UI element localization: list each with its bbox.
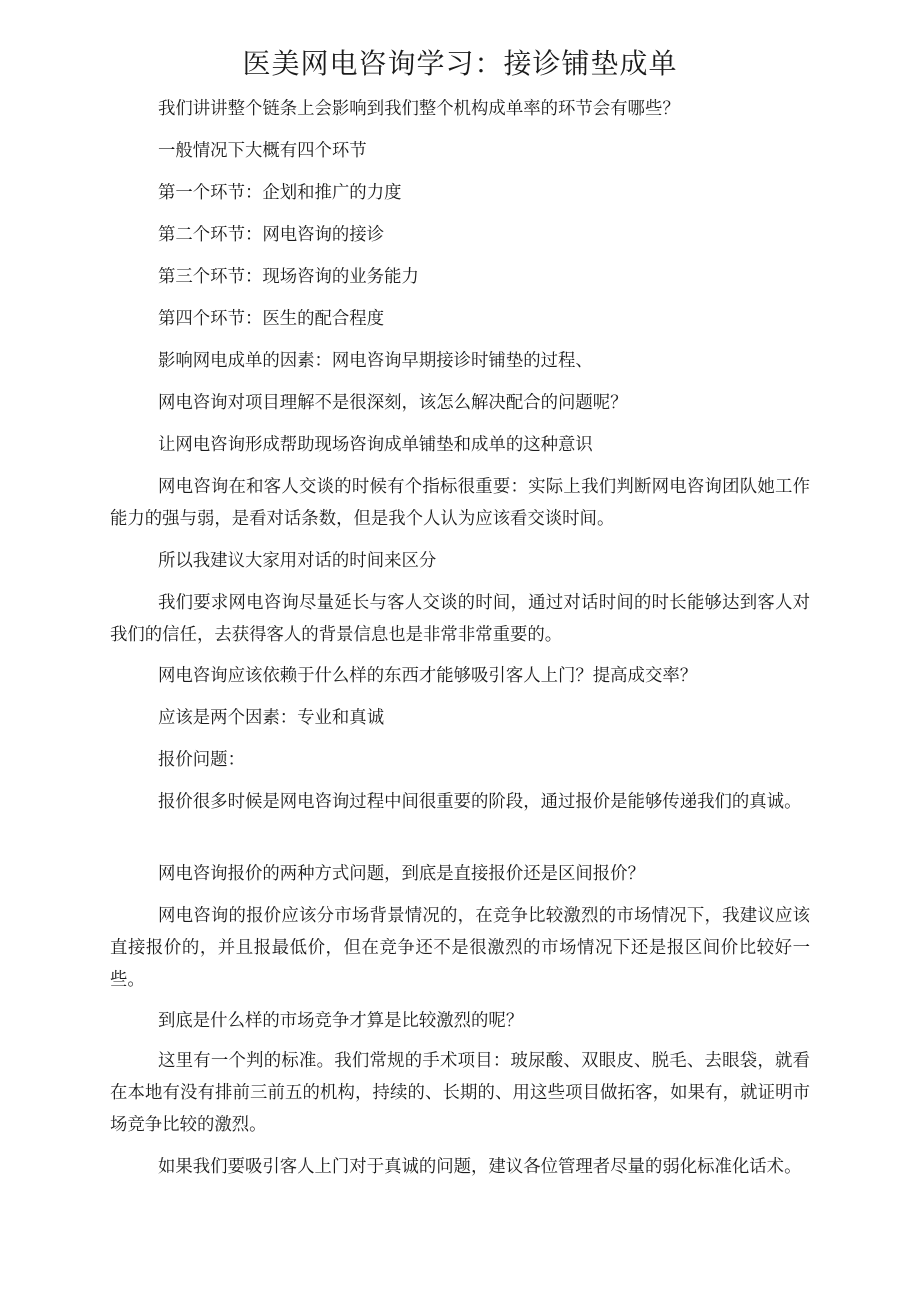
paragraph-10: 网电咨询在和客人交谈的时候有个指标很重要：实际上我们判断网电咨询团队她工作能力的强与弱，是看对话条数，但是我个人认为应该看交谈时间。 [110, 477, 810, 529]
paragraph-8: 网电咨询对项目理解不是很深刻，该怎么解决配合的问题呢？ [158, 393, 628, 413]
paragraph-19: 到底是什么样的市场竞争才算是比较激烈的呢？ [158, 1011, 524, 1031]
paragraph-7: 影响网电成单的因素：网电咨询早期接诊时铺垫的过程、 [158, 351, 593, 371]
document-title: 医美网电咨询学习：接诊铺垫成单 [242, 47, 678, 80]
paragraph-17: 网电咨询报价的两种方式问题，到底是直接报价还是区间报价？ [158, 864, 645, 884]
paragraph-18: 网电咨询的报价应该分市场背景情况的，在竞争比较激烈的市场情况下，我建议应该直接报价的，并且报最低价，但在竞争还不是很激烈的市场情况下还是报区间价比较好一些。 [110, 906, 810, 990]
paragraph-1: 我们讲讲整个链条上会影响到我们整个机构成单率的环节会有哪些？ [158, 99, 680, 119]
paragraph-16: 报价很多时候是网电咨询过程中间很重要的阶段，通过报价是能够传递我们的真诚。 [158, 792, 802, 812]
paragraph-12: 我们要求网电咨询尽量延长与客人交谈的时间，通过对话时间的时长能够达到客人对我们的信任，去获得客人的背景信息也是非常非常重要的。 [110, 593, 810, 645]
paragraph-3: 第一个环节：企划和推广的力度 [158, 183, 402, 203]
paragraph-20: 这里有一个判的标准。我们常规的手术项目：玻尿酸、双眼皮、脱毛、去眼袋，就看在本地有没有排前三前五的机构，持续的、长期的、用这些项目做拓客，如果有，就证明市场竞争比较的激烈。 [110, 1051, 810, 1135]
paragraph-21: 如果我们要吸引客人上门对于真诚的问题，建议各位管理者尽量的弱化标准化话术。 [158, 1157, 802, 1177]
paragraph-11: 所以我建议大家用对话的时间来区分 [158, 551, 437, 571]
paragraph-9: 让网电咨询形成帮助现场咨询成单铺垫和成单的这种意识 [158, 435, 593, 455]
paragraph-4: 第二个环节：网电咨询的接诊 [158, 225, 385, 245]
paragraph-13: 网电咨询应该依赖于什么样的东西才能够吸引客人上门？提高成交率？ [158, 666, 698, 686]
paragraph-2: 一般情况下大概有四个环节 [158, 141, 367, 161]
paragraph-14: 应该是两个因素：专业和真诚 [158, 708, 385, 728]
paragraph-15: 报价问题： [158, 750, 245, 770]
paragraph-6: 第四个环节：医生的配合程度 [158, 309, 385, 329]
paragraph-5: 第三个环节：现场咨询的业务能力 [158, 267, 419, 287]
